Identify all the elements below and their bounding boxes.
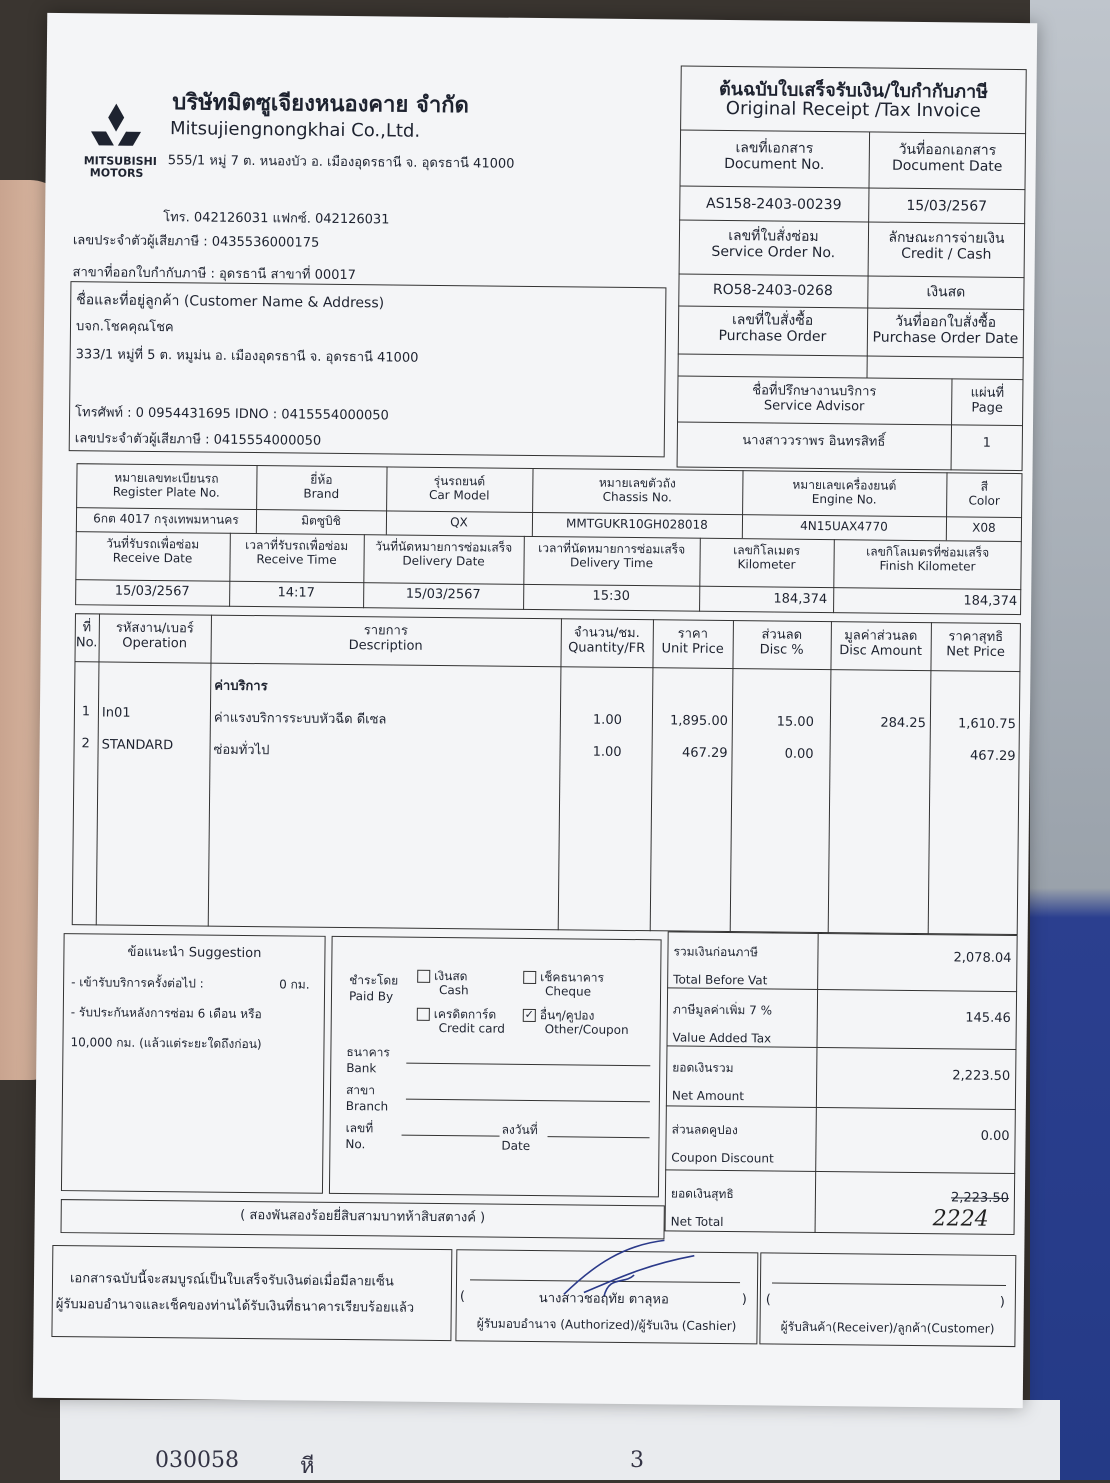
service-order-no: RO58-2403-0268 <box>712 281 833 300</box>
customer-header: ชื่อและที่อยู่ลูกค้า (Customer Name & Address) <box>76 292 385 312</box>
vat-th: ภาษีมูลค่าเพิ่ม 7 % <box>672 1002 773 1018</box>
background-handwriting-3: 3 <box>630 1448 644 1473</box>
vh-plate-th: หมายเลขทะเบียนรถ <box>114 470 219 486</box>
col-price-en: Unit Price <box>661 641 724 657</box>
net-total-th: ยอดเงินสุทธิ <box>670 1186 734 1202</box>
date-th: ลงวันที่ <box>501 1122 538 1138</box>
so-label-en: Service Order No. <box>711 243 836 262</box>
delivery-time-th: เวลาที่นัดหมายการซ่อมเสร็จ <box>538 541 686 557</box>
pay-label-en: Credit / Cash <box>901 245 992 263</box>
customer-tax-id: เลขประจำตัวผู้เสียภาษี : 0415554000050 <box>74 431 322 449</box>
advisor-label-th: ชื่อที่ปรึกษางานบริการ <box>752 383 877 400</box>
col-net-th: ราคาสุทธิ <box>948 629 1004 645</box>
engine-no: 4N15UAX4770 <box>800 518 888 534</box>
row2-disc: 0.00 <box>784 746 814 762</box>
vh-engine-en: Engine No. <box>811 491 877 507</box>
customer-phone: โทรศัพท์ : 0 0954431695 IDNO : 0415554000050 <box>75 405 389 424</box>
background-paper <box>60 1400 1060 1480</box>
row1-qty: 1.00 <box>592 712 622 728</box>
delivery-date: 15/03/2567 <box>405 586 481 603</box>
vh-brand-en: Brand <box>303 486 340 501</box>
cheque-th: เช็คธนาคาร <box>540 970 605 985</box>
bank-th: ธนาคาร <box>346 1045 390 1060</box>
coupon-en: Coupon Discount <box>671 1150 774 1166</box>
no-en: No. <box>345 1137 366 1152</box>
po-label-en: Purchase Order <box>718 327 827 346</box>
color: X08 <box>972 520 996 535</box>
suggestion-line2: - รับประกันหลังการซ่อม 6 เดือน หรือ <box>70 1005 262 1022</box>
vh-plate-en: Register Plate No. <box>112 484 220 500</box>
items-table <box>72 613 1021 935</box>
footer-note-2: ผู้รับมอบอำนาจและเช็คของท่านได้รับเงินที่ธนาคารเรียบร้อยแล้ว <box>55 1297 415 1316</box>
net-amount: 2,223.50 <box>952 1068 1011 1084</box>
vh-model-th: รุ่นรถยนต์ <box>433 473 486 489</box>
delivery-date-th: วันที่นัดหมายการซ่อมเสร็จ <box>375 539 513 555</box>
other-checkbox[interactable]: ✓ <box>524 1007 534 1022</box>
col-desc-th: รายการ <box>363 623 408 639</box>
before-vat-en: Total Before Vat <box>673 972 768 988</box>
logo-text-1: MITSUBISHI <box>83 154 157 169</box>
net-amount-en: Net Amount <box>671 1088 745 1104</box>
po-date-label-th: วันที่ออกใบสั่งซื้อ <box>895 313 997 331</box>
receive-time: 14:17 <box>277 585 316 601</box>
col-no-en: No. <box>75 635 98 651</box>
finish-km-th: เลขกิโลเมตรที่ซ่อมเสร็จ <box>866 544 990 560</box>
receive-date-en: Receive Date <box>112 550 193 566</box>
finish-km-en: Finish Kilometer <box>879 558 976 574</box>
date-en: Date <box>501 1138 531 1153</box>
receive-time-en: Receive Time <box>256 551 337 567</box>
invoice-title-en: Original Receipt /Tax Invoice <box>725 97 981 122</box>
row1-disc-amt: 284.25 <box>880 715 926 732</box>
cash-th: เงินสด <box>434 968 468 984</box>
row2-qty: 1.00 <box>592 744 622 760</box>
receiver-label: ผู้รับสินค้า(Receiver)/ลูกค้า(Customer) <box>780 1319 995 1336</box>
service-advisor: นางสาววราพร อินทรสิทธิ์ <box>742 433 886 450</box>
page-label-en: Page <box>971 400 1004 416</box>
receive-date: 15/03/2567 <box>114 583 190 600</box>
branch-th: สาขา <box>345 1083 376 1098</box>
customer-name: บจก.โชคคุณโชค <box>75 319 174 336</box>
row2-price: 467.29 <box>681 745 728 762</box>
section-label: ค่าบริการ <box>214 678 268 695</box>
suggestion-line3: 10,000 กม. (แล้วแต่ระยะใดถึงก่อน) <box>70 1035 262 1052</box>
background-objects <box>1030 0 1110 1480</box>
company-tax-id: เลขประจำตัวผู้เสียภาษี : 0435536000175 <box>72 233 320 251</box>
so-label-th: เลขที่ใบสั่งซ่อม <box>728 227 819 245</box>
vh-color-th: สี <box>980 479 989 494</box>
total-before-vat: 2,078.04 <box>953 950 1012 967</box>
customer-address: 333/1 หมู่ที่ 5 ต. หมูม่น อ. เมืองอุดรธานี จ. อุดรธานี 41000 <box>75 347 419 366</box>
company-name-en: Mitsujiengnongkhai Co.,Ltd. <box>169 118 421 142</box>
suggestion-title: ข้อแนะนำ Suggestion <box>127 944 262 962</box>
advisor-label-en: Service Advisor <box>763 398 865 415</box>
other-th: อื่นๆ/คูปอง <box>539 1008 595 1023</box>
page-number: 1 <box>982 435 992 451</box>
company-branch: สาขาที่ออกใบกำกับภาษี : อุดรธานี สาขาที่ 00017 <box>72 265 357 284</box>
suggestion-box <box>61 933 326 1194</box>
col-price-th: ราคา <box>677 626 709 642</box>
delivery-time: 15:30 <box>592 588 631 604</box>
amount-in-words: ( สองพันสองร้อยยี่สิบสามบาทห้าสิบสตางค์ ) <box>240 1207 486 1226</box>
background-handwriting-2: หี <box>300 1454 315 1479</box>
col-disc-amt-en: Disc Amount <box>839 643 923 659</box>
doc-no-label-th: เลขที่เอกสาร <box>735 140 814 157</box>
col-op-th: รหัสงาน/เบอร์ <box>115 620 194 637</box>
row2-net: 467.29 <box>969 748 1016 765</box>
row1-disc: 15.00 <box>776 714 814 730</box>
logo-text-2: MOTORS <box>89 166 144 180</box>
receive-time-th: เวลาที่รับรถเพื่อซ่อม <box>245 537 349 554</box>
brand: มิตซูบิชิ <box>301 513 341 528</box>
po-date-label-en: Purchase Order Date <box>872 329 1019 348</box>
cash-en: Cash <box>438 983 469 998</box>
delivery-time-en: Delivery Time <box>569 555 654 571</box>
coupon-th: ส่วนลดคูปอง <box>671 1122 738 1138</box>
company-phone: โทร. 042126031 แฟกซ์. 042126031 <box>163 210 390 228</box>
kilometer-th: เลขกิโลเมตร <box>733 543 801 558</box>
suggestion-line1-value: 0 กม. <box>279 977 310 992</box>
before-vat-th: รวมเงินก่อนภาษี <box>673 944 759 960</box>
col-qty-th: จำนวน/ชม. <box>573 625 640 642</box>
row1-op: In01 <box>101 705 131 721</box>
cashier-name: นางสาวชอฤทัย ตาลุหอ <box>538 1291 669 1308</box>
coupon-discount: 0.00 <box>980 1128 1010 1144</box>
paid-by-en: Paid By <box>348 989 394 1004</box>
vh-color-en: Color <box>968 493 1000 508</box>
plate-no: 6กต 4017 กรุงเทพมหานคร <box>93 511 239 527</box>
row1-desc: ค่าแรงบริการระบบหัวฉีด ดีเซล <box>213 710 387 728</box>
doc-no-label-en: Document No. <box>724 156 825 174</box>
suggestion-line1: - เข้ารับบริการครั้งต่อไป : <box>71 975 204 991</box>
po-label-th: เลขที่ใบสั่งซื้อ <box>731 312 814 329</box>
row1-net: 1,610.75 <box>957 716 1016 733</box>
net-total: 2,223.50 <box>950 1190 1009 1206</box>
col-no-th: ที่ <box>82 620 92 636</box>
background-handwriting-1: 030058 <box>155 1448 239 1473</box>
vh-chassis-th: หมายเลขตัวถัง <box>598 475 676 491</box>
row2-op: STANDARD <box>101 737 174 754</box>
company-name-th: บริษัทมิตซูเจียงหนองคาย จำกัด <box>172 90 469 119</box>
credit-checkbox[interactable] <box>417 1008 430 1021</box>
row2-no: 2 <box>81 736 90 752</box>
no-th: เลขที่ <box>345 1121 374 1136</box>
doc-no: AS158-2403-00239 <box>705 195 842 214</box>
kilometer-en: Kilometer <box>737 556 796 572</box>
row1-no: 1 <box>81 704 91 720</box>
receive-date-th: วันที่รับรถเพื่อซ่อม <box>106 536 200 552</box>
vh-chassis-en: Chassis No. <box>602 489 672 505</box>
receipt-document: MITSUBISHI MOTORS บริษัทมิตซูเจียงหนองคาย จำกัด Mitsujiengnongkhai Co.,Ltd. 555/1 หมู่ 7 ต. หนองบัว อ. เมืองอุดรธานี จ. อุดรธานี 41000 โทร. 042126031 แฟกซ์. 042126031 เลขประจำตัวผู้เสียภาษี : 0435536000175 สาขาที่ออกใบกำกับภาษี : อุดรธานี สาขาที่ 00017 ชื่อและที่อยู่ลูกค้า (Customer Name & Address) บจก.โชคคุณโชค 333/1 หมู่ที่ 5 ต. หมูม่น อ. เมืองอุดรธานี จ. อุดรธานี 41000 โทรศัพท์ : 0 0954431695 IDNO : 0415554000050 เลขประจำตัวผู้เสียภาษี : 0415554000050 ต้นฉบับใบเสร็จรับเงิน/ใบกำกับภาษี Original Receipt /Tax Invoice เลขที่เอกสาร Document No. วันที่ออกเอกสาร Document Date AS158-2403-00239 15/03/2567 เลขที่ใบสั่งซ่อม Service Order No. ลักษณะการจ่ายเงิน Credit / Cash RO58-2403-0268 เงินสด เลขที่ใบสั่งซื้อ Purchase Order วันที่ออกใบสั่งซื้อ Purchase Order Date ชื่อที่ปรึกษางานบริการ Service Advisor แผ่นที่ Page นางสาววราพร อินทรสิทธิ์ 1 หมายเลขทะเบียนรถ Register Plate No. ยี่ห้อ Brand รุ่นรถยนต์ Car Model หมายเลขตัวถัง Chassis No. หมายเลขเครื่องยนต์ Engine No. สี Color 6กต 4017 กรุงเทพมหานคร มิตซูบิชิ QX MMTGUKR10GH028018 4N15UAX4770 X08 วันที่รับรถเพื่อซ่อม Receive Date เวลาที่รับรถเพื่อซ่อม Receive Time วันที่นัดหมายการซ่อมเสร็จ Delivery Date เวลาที่นัดหมายการซ่อมเสร็จ Delivery Time เลขกิโลเมตร Kilometer เลขกิโลเมตรที่ซ่อมเสร็จ Finish Kilometer 15/03/2567 14:17 15/03/2567 15:30 184,374 184,374 ที่ No. รหัสงาน/เบอร์ Operation รายการ Description จำนวน/ชม. Quantity/FR ราคา Unit Price ส่วนลด Disc % มูลค่าส่วนลด Disc Amount ราคาสุทธิ Net Price ค่าบริการ 1 In01 ค่าแรงบริการระบบหัวฉีด ดีเซล 1.00 1,895.00 15.00 284.25 1,610.75 2 STANDARD ซ่อมทั่วไป 1.00 467.29 0.00 467.29 ข้อแนะนำ Suggestion - เข้ารับบริการครั้งต่อไป : 0 กม. - รับประกันหลังการซ่อม 6 เดือน หรือ 10,000 กม. (แล้วแต่ระยะใดถึงก่อน) ชำระโดย Paid By เงินสด Cash เช็คธนาคาร Cheque เครดิตการ์ด Credit card ✓ อื่นๆ/คูปอง Other/Coupon ธนาคาร Bank สาขา Branch เลขที่ No. ลงวันที่ Date รวมเงินก่อนภาษี Total Before Vat 2,078.04 ภาษีมูลค่าเพิ่ม 7 % Value Added Tax 145.46 ยอดเงินรวม Net Amount 2,223.50 ส่วนลดคูปอง Coupon Discount 0.00 ยอดเงินสุทธิ Net Total 2,223.50 2224 ( สองพันสองร้อยยี่สิบสามบาทห้าสิบสตางค์ ) เอกสารฉบับนี้จะสมบูรณ์เป็นใบเสร็จรับเงินต่อเมื่อมีลายเซ็น ผู้รับมอบอำนาจและเช็คของท่านได้รับเงินที่ธนาคารเรียบร้อยแล้ว ( นางสาวชอฤทัย ตาลุหอ ) ผู้รับมอบอำนาจ (Authorized)/ผู้รับเงิน (Cashier) ( ) ผู้รับสินค้า(Receiver)/ลูกค้า(Customer) <box>33 13 1037 1408</box>
chassis-no: MMTGUKR10GH028018 <box>566 516 708 532</box>
value-added-tax: 145.46 <box>965 1010 1011 1026</box>
page-label-th: แผ่นที่ <box>970 385 1005 401</box>
cheque-en: Cheque <box>544 984 592 999</box>
vh-model-en: Car Model <box>428 487 490 503</box>
finish-kilometer: 184,374 <box>963 593 1018 610</box>
doc-date-label-th: วันที่ออกเอกสาร <box>898 141 997 159</box>
cashier-label: ผู้รับมอบอำนาจ (Authorized)/ผู้รับเงิน (Cashier) <box>476 1316 737 1334</box>
other-en: Other/Coupon <box>544 1022 629 1037</box>
cash-checkbox[interactable] <box>417 970 430 983</box>
car-model: QX <box>450 515 468 530</box>
net-amount-th: ยอดเงินรวม <box>672 1060 734 1076</box>
kilometer: 184,374 <box>773 591 828 608</box>
payment-type: เงินสด <box>926 284 966 301</box>
col-disc-en: Disc % <box>759 642 804 658</box>
col-disc-th: ส่วนลด <box>761 627 803 643</box>
invoice-title-th: ต้นฉบับใบเสร็จรับเงิน/ใบกำกับภาษี <box>718 78 989 103</box>
net-total-en: Net Total <box>670 1214 724 1230</box>
handwritten-net-total: 2224 <box>932 1206 989 1232</box>
paid-by-th: ชำระโดย <box>349 973 399 988</box>
col-net-en: Net Price <box>946 644 1006 660</box>
credit-en: Credit card <box>438 1021 505 1036</box>
doc-date-label-en: Document Date <box>891 157 1003 175</box>
credit-th: เครดิตการ์ด <box>433 1006 497 1022</box>
company-address: 555/1 หมู่ 7 ต. หนองบัว อ. เมืองอุดรธานี จ. อุดรธานี 41000 <box>167 153 515 172</box>
branch-en: Branch <box>345 1099 389 1114</box>
col-op-en: Operation <box>122 635 188 652</box>
cheque-checkbox[interactable] <box>523 971 536 984</box>
vat-en: Value Added Tax <box>672 1030 772 1046</box>
col-disc-amt-th: มูลค่าส่วนลด <box>844 628 918 644</box>
bank-en: Bank <box>346 1061 377 1076</box>
doc-date: 15/03/2567 <box>906 197 988 215</box>
mitsubishi-logo-icon <box>91 101 141 150</box>
col-desc-en: Description <box>348 637 423 654</box>
pay-label-th: ลักษณะการจ่ายเงิน <box>888 229 1005 247</box>
col-qty-en: Quantity/FR <box>568 640 646 657</box>
footer-note-1: เอกสารฉบับนี้จะสมบูรณ์เป็นใบเสร็จรับเงินต่อเมื่อมีลายเซ็น <box>69 1271 394 1290</box>
row1-price: 1,895.00 <box>669 713 728 730</box>
vh-brand-th: ยี่ห้อ <box>310 472 333 487</box>
row2-desc: ซ่อมทั่วไป <box>213 742 270 759</box>
vh-engine-th: หมายเลขเครื่องยนต์ <box>792 477 897 493</box>
delivery-date-en: Delivery Date <box>402 553 485 569</box>
